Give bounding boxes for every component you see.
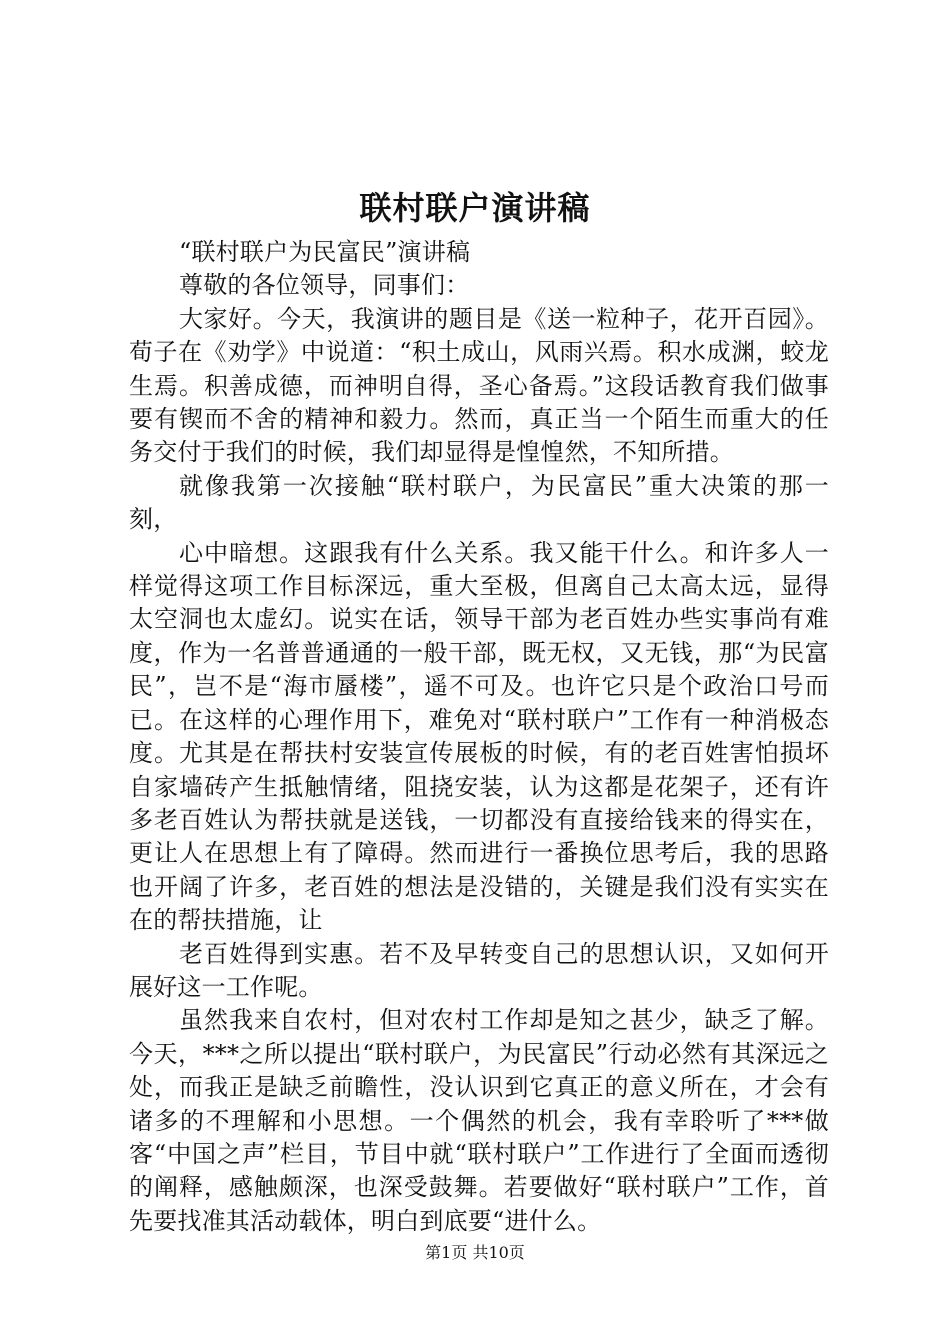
paragraph-rural-work: 虽然我来自农村，但对农村工作却是知之甚少，缺乏了解。今天，***之所以提出“联村联户，为民富民”行动必然有其深远之处，而我正是缺乏前瞻性，没认识到它真正的意义所在，才会有诸多的不理解和小思想。一个偶然的机会，我有幸聆听了***做客“中国之声”栏目，节目中就“联村联户”工作进行了全面而透彻的阐释，感触颇深，也深受鼓舞。若要做好“联村联户”工作，首先要找准其活动载体，明白到底要“进什么。 — [129, 1006, 829, 1235]
paragraph-change-thinking: 老百姓得到实惠。若不及早转变自己的思想认识，又如何开展好这一工作呢。 — [129, 939, 829, 1001]
paragraph-first-contact: 就像我第一次接触“联村联户，为民富民”重大决策的那一刻， — [129, 471, 829, 534]
page-number-footer: 第1页 共10页 — [425, 1243, 525, 1262]
paragraph-salutation: 尊敬的各位领导，同事们： — [179, 271, 470, 300]
paragraph-reflection: 心中暗想。这跟我有什么关系。我又能干什么。和许多人一样觉得这项工作目标深远，重大至极，但离自己太高太远，显得太空洞也太虚幻。说实在话，领导干部为老百姓办些实事尚有难度，作为一名普普通通的一般干部，既无权，又无钱，那“为民富民”，岂不是“海市蜃楼”，遥不可及。也许它只是个政治口号而已。在这样的心理作用下，难免对“联村联户”工作有一种消极态度。尤其是在帮扶村安装宣传展板的时候，有的老百姓害怕损坏自家墙砖产生抵触情绪，阻挠安装，认为这都是花架子，还有许多老百姓认为帮扶就是送钱，一切都没有直接给钱来的得实在，更让人在思想上有了障碍。然而进行一番换位思考后，我的思路也开阔了许多，老百姓的想法是没错的，关键是我们没有实实在在的帮扶措施，让 — [129, 538, 829, 935]
paragraph-opening: 大家好。今天，我演讲的题目是《送一粒种子，花开百园》。荀子在《劝学》中说道：“积土成山，风雨兴焉。积水成渊，蛟龙生焉。积善成德，而神明自得，圣心备焉。”这段话教育我们做事要有锲而不舍的精神和毅力。然而，真正当一个陌生而重大的任务交付于我们的时候，我们却显得是惶惶然，不知所措。 — [129, 304, 829, 467]
paragraph-subtitle: “联村联户为民富民”演讲稿 — [179, 238, 471, 266]
document-body — [129, 236, 829, 1238]
document-title: 联村联户演讲稿 — [359, 189, 591, 227]
